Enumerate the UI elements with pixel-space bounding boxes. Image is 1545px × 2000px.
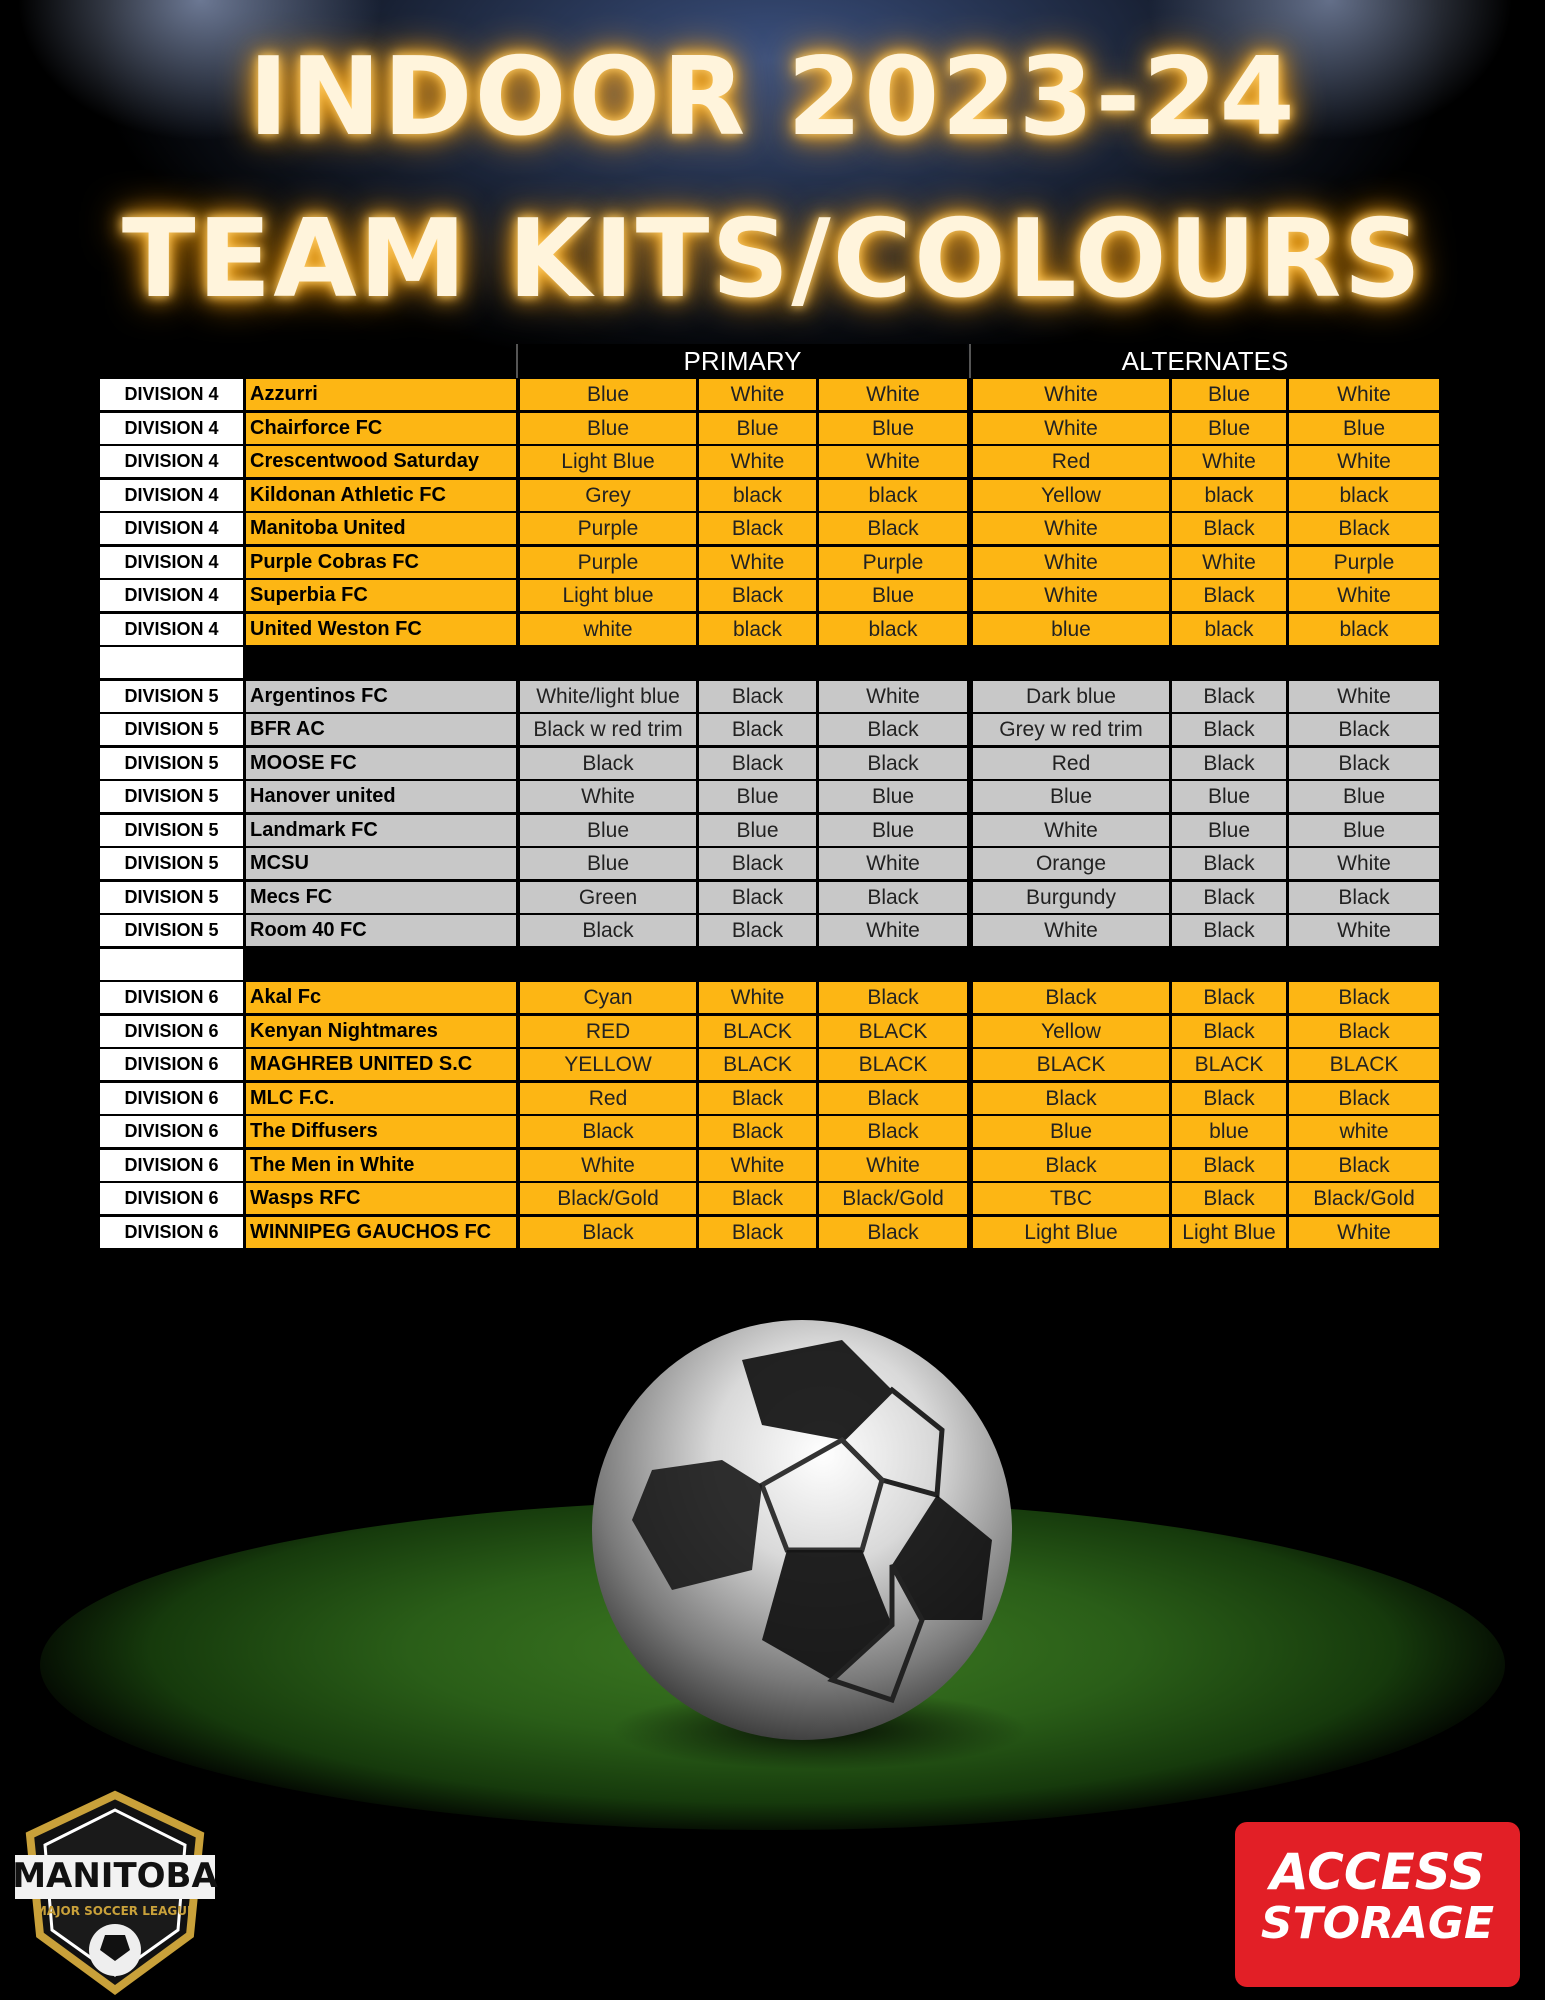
primary-shorts-cell: White: [699, 379, 816, 410]
primary-shorts-cell: BLACK: [699, 1016, 816, 1047]
alternate-shorts-cell: Blue: [1172, 379, 1286, 410]
division-cell: DIVISION 6: [100, 1016, 243, 1047]
separator-left: [100, 647, 243, 678]
primary-shirt-cell: Black: [520, 915, 696, 946]
primary-socks-cell: black: [819, 480, 967, 511]
primary-shorts-cell: White: [699, 1150, 816, 1181]
alternate-shirt-cell: Black: [973, 1150, 1169, 1181]
division-cell: DIVISION 4: [100, 580, 243, 611]
primary-socks-cell: Purple: [819, 547, 967, 578]
table-row: [100, 881, 1444, 915]
table-row: [100, 479, 1444, 513]
primary-shirt-cell: Grey: [520, 480, 696, 511]
alternate-socks-cell: Black: [1289, 714, 1439, 745]
team-name-cell: MAGHREB UNITED S.C: [246, 1049, 516, 1080]
primary-socks-cell: Black/Gold: [819, 1183, 967, 1214]
alternate-shirt-cell: White: [973, 379, 1169, 410]
division-cell: DIVISION 4: [100, 614, 243, 645]
division-cell: DIVISION 4: [100, 379, 243, 410]
table-row: [100, 613, 1444, 647]
primary-shirt-cell: Green: [520, 882, 696, 913]
table-row: [100, 981, 1444, 1015]
table-row: [100, 546, 1444, 580]
alternate-shorts-cell: Black: [1172, 1183, 1286, 1214]
primary-socks-cell: White: [819, 915, 967, 946]
alternate-shorts-cell: Black: [1172, 1150, 1286, 1181]
alternate-socks-cell: White: [1289, 915, 1439, 946]
primary-shirt-cell: Blue: [520, 413, 696, 444]
alternate-socks-cell: Blue: [1289, 815, 1439, 846]
primary-socks-cell: Black: [819, 882, 967, 913]
primary-socks-cell: Black: [819, 513, 967, 544]
primary-shorts-cell: Black: [699, 748, 816, 779]
primary-shirt-cell: White: [520, 1150, 696, 1181]
primary-shorts-cell: White: [699, 547, 816, 578]
primary-socks-cell: Black: [819, 982, 967, 1013]
team-name-cell: Wasps RFC: [246, 1183, 516, 1214]
alternate-socks-cell: Blue: [1289, 781, 1439, 812]
table-body: [100, 378, 1444, 1249]
team-name-cell: Crescentwood Saturday: [246, 446, 516, 477]
table-row: [100, 713, 1444, 747]
primary-shirt-cell: Red: [520, 1083, 696, 1114]
alternate-socks-cell: Blue: [1289, 413, 1439, 444]
alternate-shorts-cell: Black: [1172, 513, 1286, 544]
team-name-cell: Hanover united: [246, 781, 516, 812]
primary-shorts-cell: Black: [699, 1116, 816, 1147]
primary-socks-cell: White: [819, 681, 967, 712]
alternate-shorts-cell: Light Blue: [1172, 1217, 1286, 1248]
primary-shirt-cell: Blue: [520, 815, 696, 846]
division-cell: DIVISION 6: [100, 1049, 243, 1080]
division-cell: DIVISION 6: [100, 1150, 243, 1181]
alternate-socks-cell: Black: [1289, 1150, 1439, 1181]
team-name-cell: BFR AC: [246, 714, 516, 745]
team-name-cell: Mecs FC: [246, 882, 516, 913]
alternate-shirt-cell: Yellow: [973, 1016, 1169, 1047]
division-cell: DIVISION 5: [100, 915, 243, 946]
division-cell: DIVISION 4: [100, 513, 243, 544]
primary-socks-cell: White: [819, 379, 967, 410]
alternate-shirt-cell: Red: [973, 748, 1169, 779]
team-name-cell: Azzurri: [246, 379, 516, 410]
alternate-socks-cell: Black: [1289, 1016, 1439, 1047]
primary-shirt-cell: Purple: [520, 513, 696, 544]
table-row: [100, 1182, 1444, 1216]
table-row: [100, 780, 1444, 814]
alternate-shirt-cell: Black: [973, 982, 1169, 1013]
primary-socks-cell: Black: [819, 748, 967, 779]
primary-shorts-cell: BLACK: [699, 1049, 816, 1080]
alternate-socks-cell: White: [1289, 446, 1439, 477]
alternate-shorts-cell: Black: [1172, 1083, 1286, 1114]
alternate-shirt-cell: Black: [973, 1083, 1169, 1114]
kits-table: [100, 344, 1444, 1249]
primary-shirt-cell: Black/Gold: [520, 1183, 696, 1214]
alternate-shorts-cell: Black: [1172, 1016, 1286, 1047]
alternate-socks-cell: White: [1289, 379, 1439, 410]
group-separator: [100, 646, 1444, 680]
table-row: [100, 445, 1444, 479]
team-name-cell: WINNIPEG GAUCHOS FC: [246, 1217, 516, 1248]
alternate-shorts-cell: Blue: [1172, 815, 1286, 846]
primary-shirt-cell: Blue: [520, 848, 696, 879]
primary-shirt-cell: Black: [520, 1217, 696, 1248]
team-name-cell: MOOSE FC: [246, 748, 516, 779]
primary-shorts-cell: Black: [699, 714, 816, 745]
primary-socks-cell: Blue: [819, 815, 967, 846]
team-name-cell: Room 40 FC: [246, 915, 516, 946]
alternate-shorts-cell: White: [1172, 446, 1286, 477]
primary-shorts-cell: black: [699, 614, 816, 645]
team-name-cell: The Diffusers: [246, 1116, 516, 1147]
table-row: [100, 512, 1444, 546]
alternate-shirt-cell: Light Blue: [973, 1217, 1169, 1248]
alternate-shorts-cell: Blue: [1172, 413, 1286, 444]
team-name-cell: MCSU: [246, 848, 516, 879]
alternate-shirt-cell: White: [973, 513, 1169, 544]
primary-shirt-cell: white: [520, 614, 696, 645]
primary-shirt-cell: YELLOW: [520, 1049, 696, 1080]
primary-shorts-cell: Black: [699, 882, 816, 913]
primary-shorts-cell: Black: [699, 513, 816, 544]
alternate-shirt-cell: Burgundy: [973, 882, 1169, 913]
alternate-socks-cell: black: [1289, 614, 1439, 645]
alternate-shirt-cell: Dark blue: [973, 681, 1169, 712]
primary-socks-cell: White: [819, 848, 967, 879]
alternate-shirt-cell: TBC: [973, 1183, 1169, 1214]
primary-shirt-cell: Light Blue: [520, 446, 696, 477]
league-subtitle: MAJOR SOCCER LEAGUE: [34, 1904, 196, 1918]
alternate-shirt-cell: White: [973, 413, 1169, 444]
primary-shorts-cell: Black: [699, 915, 816, 946]
team-name-cell: Chairforce FC: [246, 413, 516, 444]
primary-socks-cell: black: [819, 614, 967, 645]
primary-socks-cell: BLACK: [819, 1016, 967, 1047]
alternate-shirt-cell: BLACK: [973, 1049, 1169, 1080]
primary-shorts-cell: Blue: [699, 781, 816, 812]
division-cell: DIVISION 5: [100, 714, 243, 745]
alternate-socks-cell: Purple: [1289, 547, 1439, 578]
table-header: [100, 344, 1444, 378]
primary-header: PRIMARY: [518, 344, 967, 378]
table-row: [100, 579, 1444, 613]
team-name-cell: Kenyan Nightmares: [246, 1016, 516, 1047]
alternate-shorts-cell: Black: [1172, 714, 1286, 745]
alternate-shorts-cell: Black: [1172, 681, 1286, 712]
primary-socks-cell: Black: [819, 1116, 967, 1147]
table-row: [100, 680, 1444, 714]
alternate-socks-cell: White: [1289, 681, 1439, 712]
table-row: [100, 1216, 1444, 1250]
alternate-socks-cell: BLACK: [1289, 1049, 1439, 1080]
alternate-shirt-cell: White: [973, 815, 1169, 846]
primary-shorts-cell: Black: [699, 1083, 816, 1114]
page-title-line1: INDOOR 2023-24: [248, 35, 1297, 160]
table-row: [100, 1048, 1444, 1082]
table-row: [100, 747, 1444, 781]
header-divider: [516, 344, 518, 378]
alternates-header: ALTERNATES: [971, 344, 1439, 378]
alternate-shorts-cell: Black: [1172, 580, 1286, 611]
primary-shorts-cell: Black: [699, 848, 816, 879]
alternate-shirt-cell: White: [973, 915, 1169, 946]
alternate-shirt-cell: Blue: [973, 1116, 1169, 1147]
alternate-socks-cell: Black: [1289, 982, 1439, 1013]
alternate-shirt-cell: Blue: [973, 781, 1169, 812]
alternate-shirt-cell: Yellow: [973, 480, 1169, 511]
alternate-shorts-cell: White: [1172, 547, 1286, 578]
division-cell: DIVISION 6: [100, 1083, 243, 1114]
soccer-ball-icon: [592, 1320, 1012, 1740]
league-logo: [10, 1785, 220, 1995]
team-name-cell: Landmark FC: [246, 815, 516, 846]
alternate-shorts-cell: BLACK: [1172, 1049, 1286, 1080]
alternate-socks-cell: Black/Gold: [1289, 1183, 1439, 1214]
primary-shirt-cell: Light blue: [520, 580, 696, 611]
alternate-shorts-cell: Blue: [1172, 781, 1286, 812]
alternate-socks-cell: White: [1289, 580, 1439, 611]
primary-socks-cell: BLACK: [819, 1049, 967, 1080]
primary-shorts-cell: black: [699, 480, 816, 511]
table-row: [100, 412, 1444, 446]
primary-shirt-cell: Blue: [520, 379, 696, 410]
alternate-shorts-cell: Black: [1172, 848, 1286, 879]
primary-shirt-cell: RED: [520, 1016, 696, 1047]
division-cell: DIVISION 5: [100, 848, 243, 879]
primary-socks-cell: Blue: [819, 580, 967, 611]
primary-shorts-cell: Black: [699, 580, 816, 611]
team-name-cell: Akal Fc: [246, 982, 516, 1013]
division-cell: DIVISION 6: [100, 982, 243, 1013]
table-row: [100, 378, 1444, 412]
primary-shirt-cell: White: [520, 781, 696, 812]
alternate-shorts-cell: Black: [1172, 882, 1286, 913]
primary-shirt-cell: Black w red trim: [520, 714, 696, 745]
sponsor-logo: [1235, 1822, 1520, 1987]
sponsor-name-line1: ACCESS: [1270, 1843, 1485, 1901]
primary-shorts-cell: Black: [699, 681, 816, 712]
division-cell: DIVISION 5: [100, 781, 243, 812]
primary-shirt-cell: Cyan: [520, 982, 696, 1013]
alternate-socks-cell: Black: [1289, 748, 1439, 779]
division-cell: DIVISION 5: [100, 882, 243, 913]
team-name-cell: Kildonan Athletic FC: [246, 480, 516, 511]
group-separator: [100, 948, 1444, 982]
primary-socks-cell: Black: [819, 714, 967, 745]
division-cell: DIVISION 4: [100, 446, 243, 477]
alternate-shirt-cell: Grey w red trim: [973, 714, 1169, 745]
primary-shirt-cell: Black: [520, 748, 696, 779]
table-row: [100, 1149, 1444, 1183]
table-row: [100, 847, 1444, 881]
alternate-socks-cell: Black: [1289, 513, 1439, 544]
table-row: [100, 1082, 1444, 1116]
team-name-cell: Superbia FC: [246, 580, 516, 611]
sponsor-name-line2: STORAGE: [1260, 1898, 1495, 1949]
division-cell: DIVISION 6: [100, 1217, 243, 1248]
primary-socks-cell: Black: [819, 1083, 967, 1114]
team-name-cell: MLC F.C.: [246, 1083, 516, 1114]
division-cell: DIVISION 4: [100, 547, 243, 578]
primary-shirt-cell: Black: [520, 1116, 696, 1147]
primary-socks-cell: Blue: [819, 413, 967, 444]
alternate-shorts-cell: black: [1172, 480, 1286, 511]
team-name-cell: United Weston FC: [246, 614, 516, 645]
alternate-socks-cell: White: [1289, 1217, 1439, 1248]
page-title-line2: TEAM KITS/COLOURS: [121, 197, 1424, 322]
division-cell: DIVISION 5: [100, 815, 243, 846]
primary-socks-cell: Black: [819, 1217, 967, 1248]
alternate-socks-cell: white: [1289, 1116, 1439, 1147]
alternate-shirt-cell: White: [973, 580, 1169, 611]
primary-shirt-cell: White/light blue: [520, 681, 696, 712]
alternate-shorts-cell: Black: [1172, 915, 1286, 946]
primary-socks-cell: White: [819, 1150, 967, 1181]
team-name-cell: Argentinos FC: [246, 681, 516, 712]
table-row: [100, 814, 1444, 848]
primary-socks-cell: Blue: [819, 781, 967, 812]
division-cell: DIVISION 5: [100, 748, 243, 779]
alternate-shorts-cell: blue: [1172, 1116, 1286, 1147]
primary-shorts-cell: White: [699, 982, 816, 1013]
alternate-socks-cell: Black: [1289, 882, 1439, 913]
alternate-shirt-cell: blue: [973, 614, 1169, 645]
alternate-socks-cell: White: [1289, 848, 1439, 879]
division-cell: DIVISION 6: [100, 1183, 243, 1214]
division-cell: DIVISION 5: [100, 681, 243, 712]
alternate-socks-cell: Black: [1289, 1083, 1439, 1114]
alternate-shirt-cell: Orange: [973, 848, 1169, 879]
table-row: [100, 914, 1444, 948]
alternate-shorts-cell: black: [1172, 614, 1286, 645]
separator-bar: [246, 647, 1439, 678]
alternate-shirt-cell: Red: [973, 446, 1169, 477]
alternate-shorts-cell: Black: [1172, 982, 1286, 1013]
primary-shorts-cell: Black: [699, 1217, 816, 1248]
division-cell: DIVISION 4: [100, 413, 243, 444]
primary-shorts-cell: Blue: [699, 815, 816, 846]
team-name-cell: Manitoba United: [246, 513, 516, 544]
separator-bar: [246, 949, 1439, 980]
primary-shorts-cell: Blue: [699, 413, 816, 444]
primary-socks-cell: White: [819, 446, 967, 477]
division-cell: DIVISION 4: [100, 480, 243, 511]
league-name: MANITOBA: [12, 1856, 218, 1896]
primary-shorts-cell: Black: [699, 1183, 816, 1214]
table-row: [100, 1015, 1444, 1049]
table-row: [100, 1115, 1444, 1149]
division-cell: DIVISION 6: [100, 1116, 243, 1147]
primary-shorts-cell: White: [699, 446, 816, 477]
primary-shirt-cell: Purple: [520, 547, 696, 578]
alternate-shirt-cell: White: [973, 547, 1169, 578]
team-name-cell: The Men in White: [246, 1150, 516, 1181]
alternate-socks-cell: black: [1289, 480, 1439, 511]
alternate-shorts-cell: Black: [1172, 748, 1286, 779]
team-name-cell: Purple Cobras FC: [246, 547, 516, 578]
separator-left: [100, 949, 243, 980]
